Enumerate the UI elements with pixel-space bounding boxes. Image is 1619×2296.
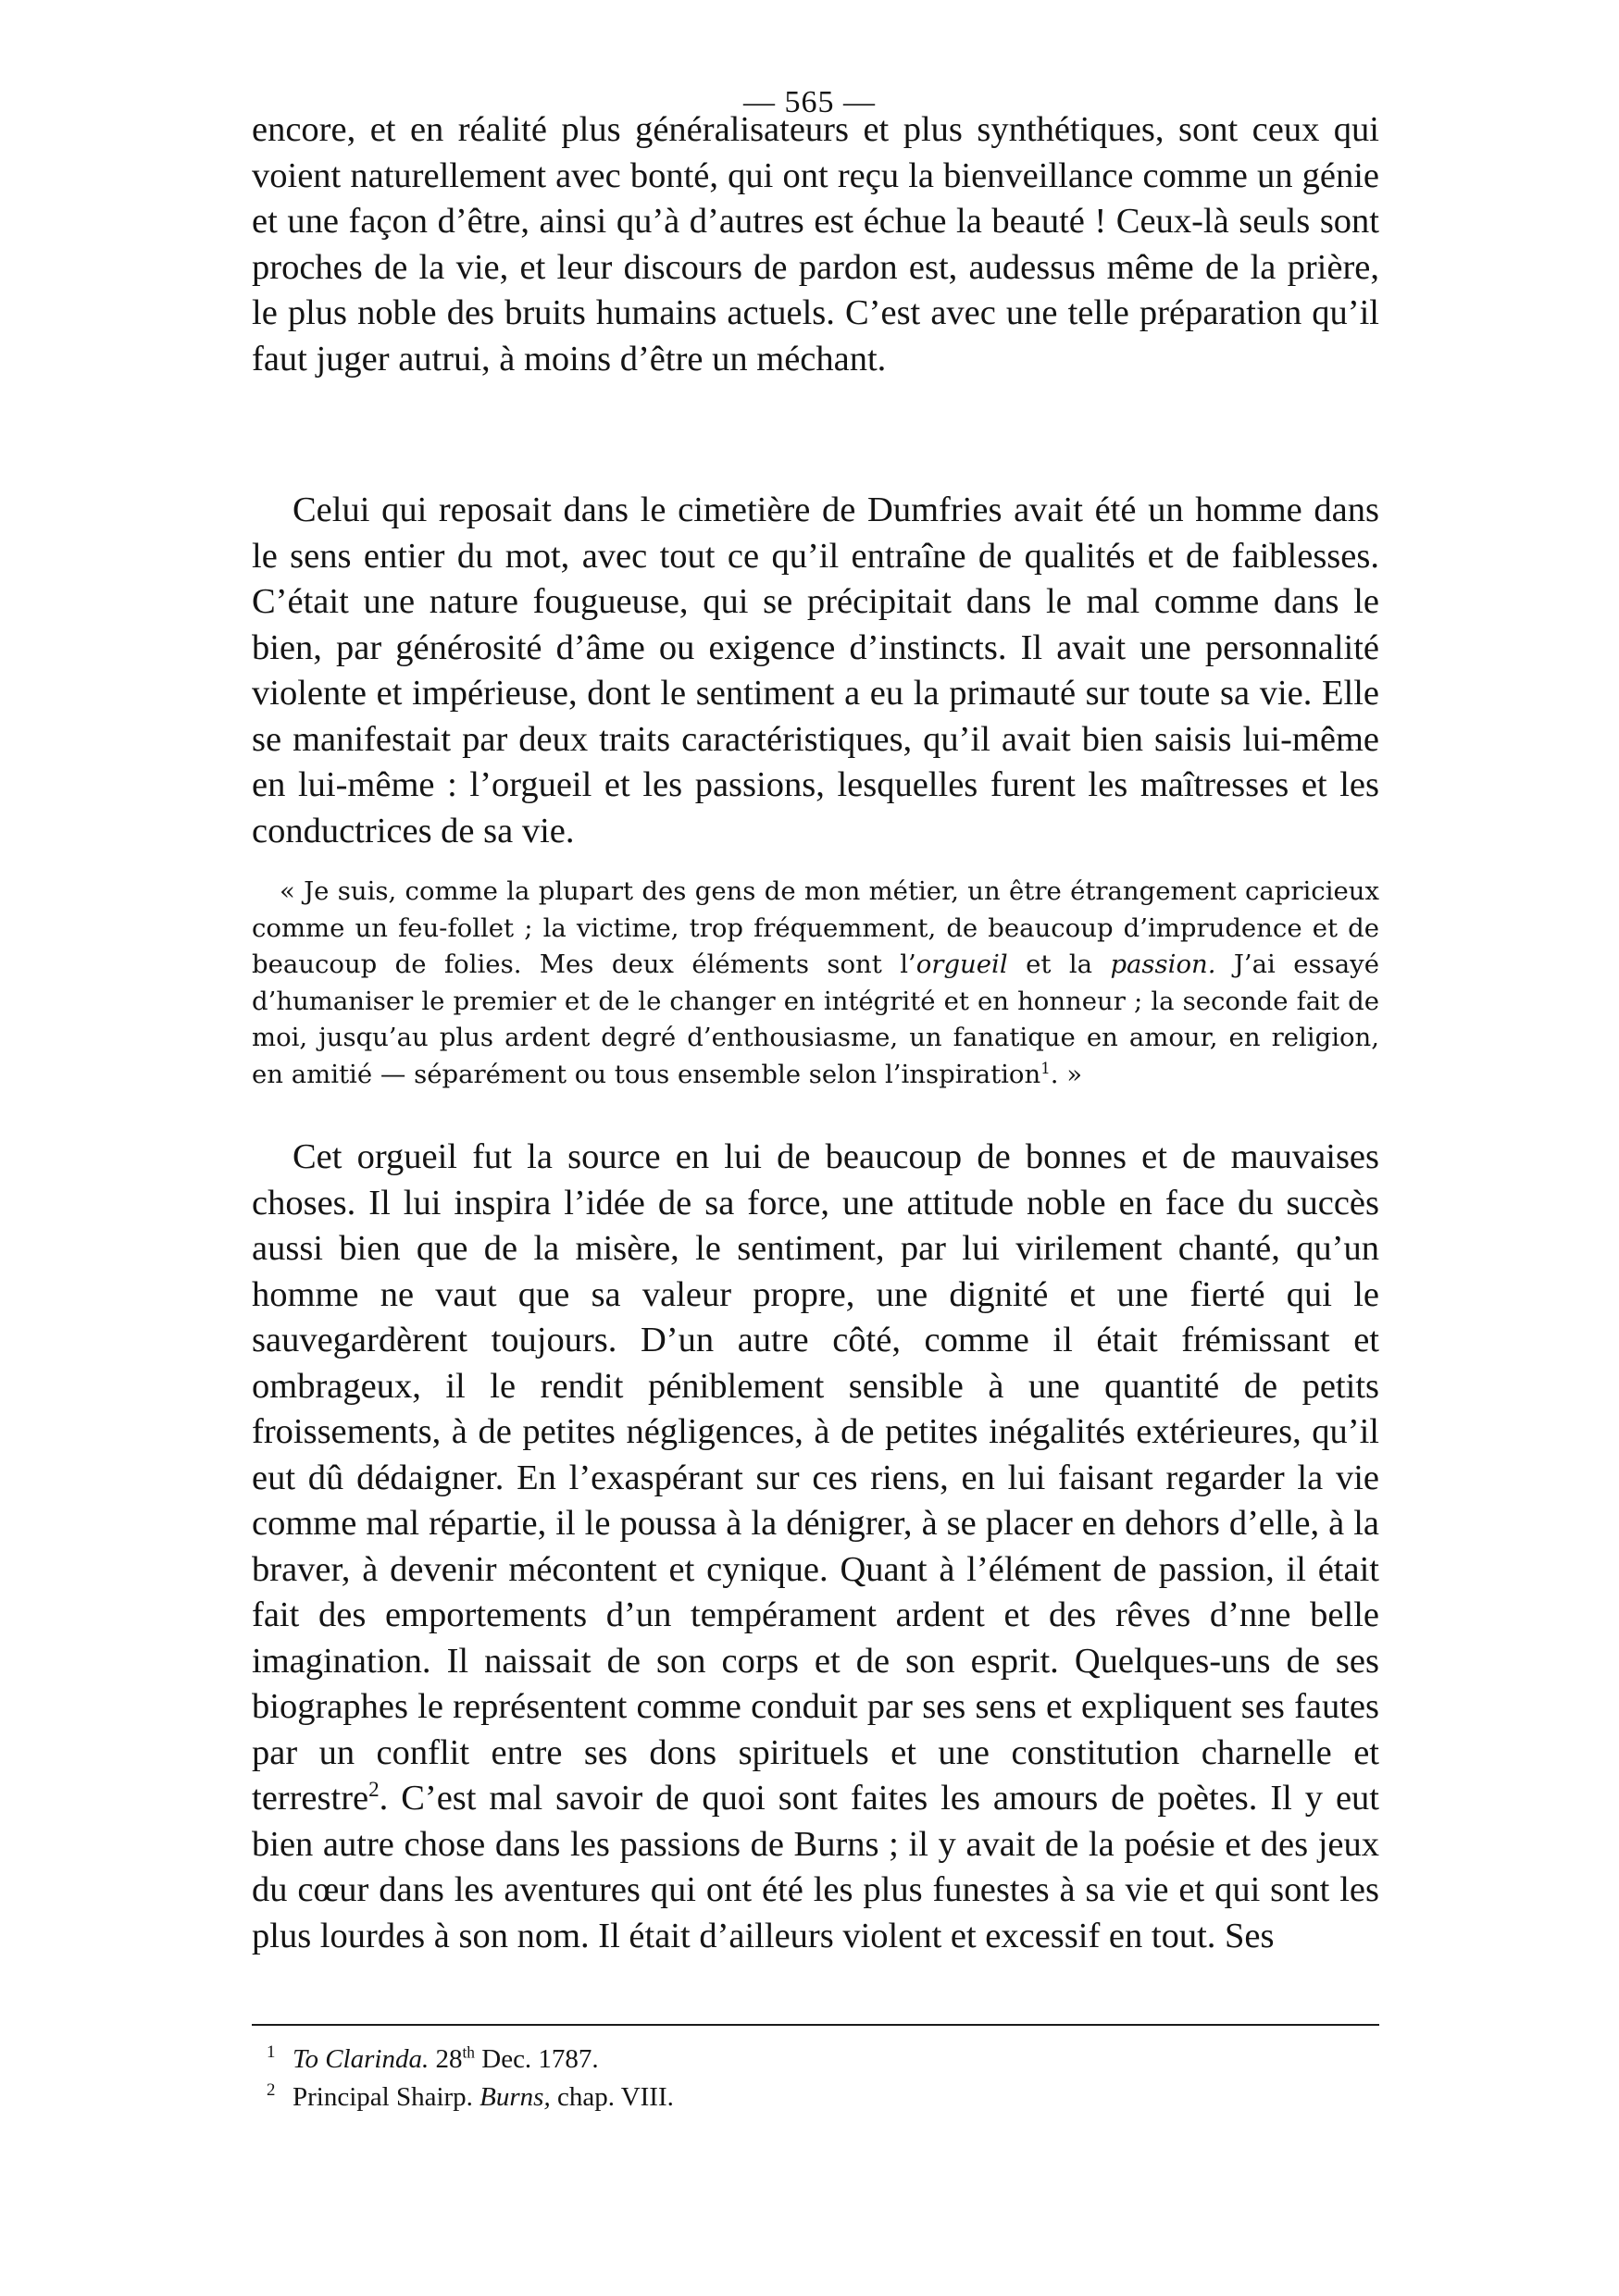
footnote-date: Dec. 1787. [475, 2044, 599, 2074]
quote-emphasis-passion: passion. [1110, 949, 1216, 979]
footnote-title: Burns, [479, 2082, 551, 2112]
footnote-text: 28 [429, 2044, 463, 2074]
quote-text-c: J’ai essayé d’humaniser le premier et de le changer en intégrité et en honneur ; la seconde fait de moi, jusqu’au plus ardent degré d’enthousiasme, un fanatique en amour, en religion, en amitié — séparément ou tous ensemble selon l’inspiration [252, 949, 1379, 1089]
paragraph-1: encore, et en réalité plus généralisateurs et plus synthétiques, sont ceux qui voient naturellement avec bonté, qui ont reçu la bienveillance comme un génie et une façon d’être, ainsi qu’à d’autres est échue la beauté ! Ceux-là seuls sont proches de la vie, et leur discours de pardon est, audessus même de la prière, le plus noble des bruits humains actuels. C’est avec une telle préparation qu’il faut juger autrui, à moins d’être un méchant. [252, 110, 1379, 379]
footnote-2: 2 Principal Shairp. Burns, chap. VIII. [267, 2080, 674, 2112]
paragraph-3-text-b: . C’est mal savoir de quoi sont faites les amours de poètes. Il y eut bien autre chose dans les passions de Burns ; il y avait de la poésie et des jeux du cœur dans les aventures qui ont été les plus funestes à sa vie et qui sont les plus lourdes à son nom. Il était d’ailleurs violent et excessif en tout. Ses [252, 1779, 1379, 1955]
footnote-ordinal: th [462, 2042, 475, 2062]
footnote-title: To Clarinda. [293, 2044, 430, 2074]
footnotes [267, 2041, 1377, 2116]
quote-text-b: et la [1007, 949, 1111, 979]
footnote-ref-2: 2 [368, 1777, 380, 1802]
footnote-text: Principal Shairp. [293, 2082, 480, 2112]
footnote-ref-1: 1 [1040, 1059, 1051, 1077]
paragraph-2: Celui qui reposait dans le cimetière de Dumfries avait été un homme dans le sens entier du mot, avec tout ce qu’il entraîne de qualités et de faiblesses. C’était une nature fougueuse, qui se précipitait dans le mal comme dans le bien, par générosité d’âme ou exigence d’instincts. Il avait une personnalité violente et impérieuse, dont le sentiment a eu la primauté sur toute sa vie. Elle se manifestait par deux traits caractéristiques, qu’il avait bien saisis lui-même en lui-même : l’orgueil et les passions, lesquelles furent les maîtresses et les conductrices de sa vie. [252, 490, 1379, 850]
footnote-chapter: chap. VIII. [550, 2082, 674, 2112]
footnote-1: 1 To Clarinda. 28th Dec. 1787. [267, 2042, 599, 2074]
footnote-divider [252, 2024, 1379, 2026]
page-number: — 565 — [743, 85, 876, 119]
quote-emphasis-orgueil: orgueil [915, 949, 1008, 979]
quote-text-a: « Je suis, comme la plupart des gens de mon métier, un être étrangement capricieux comme un feu-follet ; la victime, trop fréquemment, de beaucoup d’imprudence et de beaucoup de folies. Mes deux éléments sont l’ [252, 876, 1379, 979]
paragraph-3-text-a: Cet orgueil fut la source en lui de beaucoup de bonnes et de mauvaises choses. Il lui inspira l’idée de sa force, une attitude noble en face du succès aussi bien que de la misère, le sentiment, par lui virilement chanté, qu’un homme ne vaut que sa valeur propre, une dignité et une fierté qui le sauvegardèrent toujours. D’un autre côté, comme il était frémissant et ombrageux, il le rendit péniblement sensible à une quantité de petits froissements, à de petites négligences, à de petites inégalités extérieures, qu’il eut dû dédaigner. En l’exaspérant sur ces riens, en lui faisant regarder la vie comme mal répartie, il le poussa à la dénigrer, à se placer en dehors d’elle, à la braver, à devenir mécontent et cynique. Quant à l’élément de passion, il était fait des emportements d’un tempérament ardent et des rêves d’nne belle imagination. Il naissait de son corps et de son esprit. Quelques-uns de ses biographes le représentent comme conduit par ses sens et expliquent ses fautes par un conflit entre ses dons spirituels et une constitution charnelle et terrestre [252, 1137, 1379, 1818]
quote-text-d: . » [1050, 1059, 1083, 1089]
paragraph-3 [252, 1135, 1379, 1959]
block-quote [252, 874, 1379, 1093]
